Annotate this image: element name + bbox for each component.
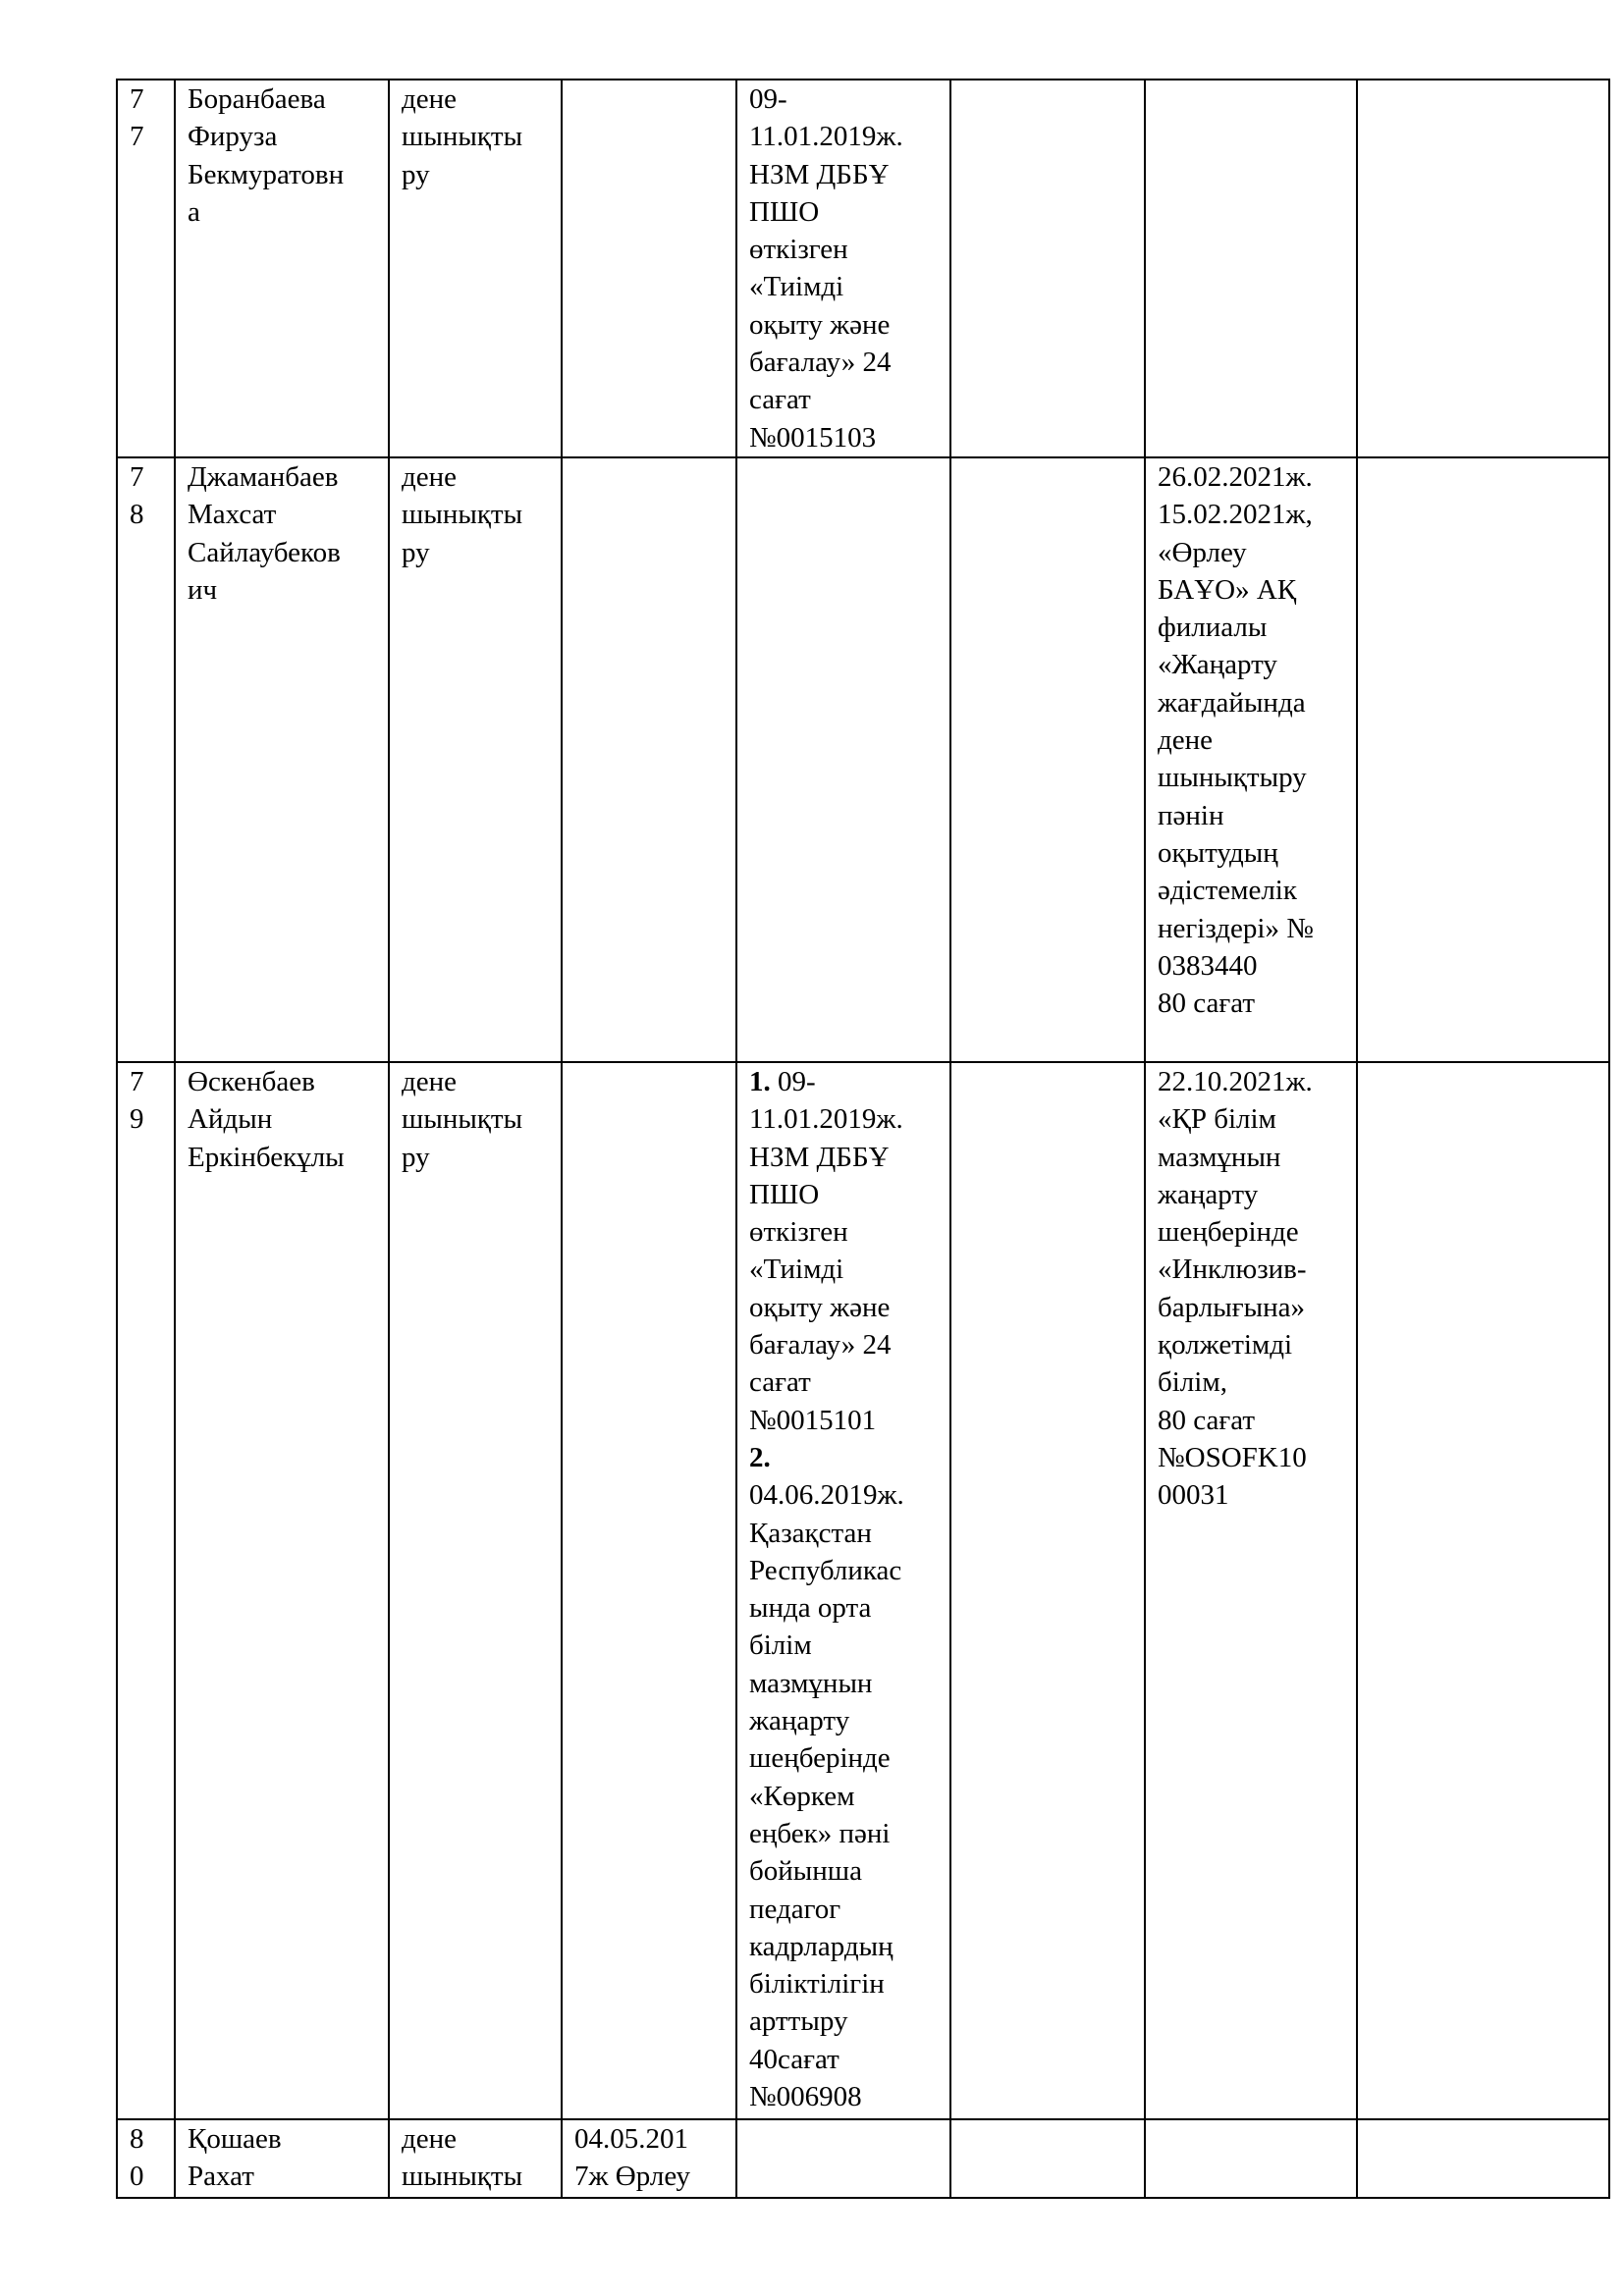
item-marker: 1. [749,1065,771,1097]
row-number-cell [117,457,175,1062]
table-row [117,1062,1609,2119]
course-cell-col7 [1145,80,1357,457]
row-number-cell [117,2119,175,2198]
item-marker: 2. [749,1441,771,1473]
subject-cell [389,457,562,1062]
course-cell-col4 [562,1062,736,2119]
course-line: жаңарту [749,1705,850,1737]
course-line: 11.01.2019ж. [749,121,903,153]
course-line: арттыру [749,2005,848,2038]
course-cell-col8 [1357,457,1609,1062]
subject-line: ру [402,1141,430,1173]
course-line: шынықтыру [1158,762,1307,794]
subject-line: дене [402,2122,458,2155]
subject-line: ру [402,158,430,190]
name-line: Джаманбаев [188,460,339,493]
course-cell-col6 [950,1062,1145,2119]
course-line: «Тиімді [749,1254,844,1286]
course-cell-col8 [1357,2119,1609,2198]
subject-line: дене [402,1065,458,1097]
course-line: 0383440 [1158,949,1258,982]
course-line: бағалау» 24 [749,1329,892,1362]
course-line: дене [1158,724,1214,757]
course-line: 40сағат [749,2043,839,2075]
course-line: «Тиімді [749,271,844,303]
subject-line: шынықты [402,121,523,153]
full-name-cell [175,457,389,1062]
course-line: «Жаңарту [1158,649,1277,681]
course-cell-col4 [562,2119,736,2198]
table-row [117,80,1609,457]
course-line: оқытудың [1158,836,1278,869]
course-line: білім, [1158,1366,1227,1399]
subject-line: ру [402,536,430,568]
row-number-digit: 8 [130,499,144,531]
course-cell-col5 [736,457,950,1062]
subject-cell [389,1062,562,2119]
name-line: Айдын [188,1103,273,1136]
course-line: шеңберінде [749,1742,891,1775]
course-cell-col5 [736,2119,950,2198]
course-line: «ҚР білім [1158,1103,1276,1136]
course-line: 11.01.2019ж. [749,1103,903,1136]
full-name-cell [175,1062,389,2119]
course-line-text: 09- [778,1065,816,1097]
course-line: 80 сағат [1158,1404,1256,1436]
name-line: а [188,195,200,228]
course-line: НЗМ ДББҰ [749,1141,890,1173]
course-line: өткізген [749,234,848,266]
row-number-digit: 7 [130,460,144,493]
course-line: мазмұнын [1158,1141,1281,1173]
course-line: 22.10.2021ж. [1158,1065,1313,1097]
course-line: бағалау» 24 [749,347,892,379]
course-line: мазмұнын [749,1667,873,1699]
name-line: Өскенбаев [188,1065,315,1097]
name-line: ич [188,573,218,606]
course-line: 7ж Өрлеу [574,2161,690,2193]
course-line: №OSOFK10 [1158,1441,1307,1473]
course-line: оқыту және [749,1291,891,1323]
subject-line: дене [402,83,458,115]
course-line: Қазақстан [749,1517,872,1549]
course-line: шеңберінде [1158,1216,1299,1249]
course-line: ында орта [749,1592,872,1625]
course-line: әдістемелік [1158,875,1297,907]
row-number-digit: 7 [130,1065,144,1097]
course-line: білім [749,1629,812,1662]
name-line: Рахат [188,2161,254,2193]
row-number-digit: 8 [130,2122,144,2155]
course-line: 00031 [1158,1479,1229,1512]
course-line: №0015101 [749,1404,877,1436]
subject-line: шынықты [402,1103,523,1136]
course-cell-col8 [1357,1062,1609,2119]
course-line: 15.02.2021ж, [1158,499,1313,531]
subject-line: шынықты [402,499,523,531]
course-line: №006908 [749,2080,862,2112]
course-line: 09- [749,83,787,115]
course-line: «Өрлеу [1158,536,1247,568]
course-line: ПШО [749,1178,820,1210]
subject-line: дене [402,460,458,493]
course-line: «Көркем [749,1780,855,1812]
row-number-digit: 0 [130,2161,144,2193]
course-cell-col5 [736,1062,950,2119]
course-line: барлығына» [1158,1291,1305,1323]
course-line: 04.05.201 [574,2122,688,2155]
course-cell-col7 [1145,1062,1357,2119]
subject-cell [389,80,562,457]
course-line: жаңарту [1158,1178,1259,1210]
course-line: өткізген [749,1216,848,1249]
course-cell-col6 [950,2119,1145,2198]
course-line: еңбек» пәні [749,1817,891,1849]
course-line: оқыту және [749,308,891,341]
course-line: сағат [749,1366,811,1399]
row-number-digit: 7 [130,121,144,153]
course-line: пәнін [1158,799,1224,831]
course-cell-col6 [950,457,1145,1062]
course-line: педагог [749,1893,841,1925]
table-row [117,457,1609,1062]
course-line: БАҰО» АҚ [1158,573,1297,606]
course-line: жағдайында [1158,686,1306,719]
course-cell-col8 [1357,80,1609,457]
course-cell-col7 [1145,457,1357,1062]
row-number-cell [117,1062,175,2119]
full-name-cell [175,2119,389,2198]
course-line: 26.02.2021ж. [1158,460,1313,493]
course-line: «Инклюзив- [1158,1254,1307,1286]
course-line: біліктілігін [749,1968,885,2001]
full-name-cell [175,80,389,457]
course-line: 04.06.2019ж. [749,1479,904,1512]
row-number-digit: 9 [130,1103,144,1136]
course-line: кадрлардың [749,1930,893,1962]
subject-cell [389,2119,562,2198]
subject-line: шынықты [402,2161,523,2193]
name-line: Бекмуратовн [188,158,345,190]
course-line: негіздері» № [1158,912,1314,944]
course-cell-col6 [950,80,1145,457]
name-line: Боранбаева [188,83,326,115]
personnel-training-table [116,79,1610,2199]
row-number-digit: 7 [130,83,144,115]
name-line: Еркінбекұлы [188,1141,345,1173]
course-cell-col4 [562,457,736,1062]
course-line: НЗМ ДББҰ [749,158,890,190]
course-line [749,1063,942,1100]
course-line: 80 сағат [1158,988,1256,1020]
name-line: Қошаев [188,2122,282,2155]
course-line: қолжетімді [1158,1329,1293,1362]
course-cell-col7 [1145,2119,1357,2198]
name-line: Фируза [188,121,278,153]
row-number-cell [117,80,175,457]
course-line: ПШО [749,195,820,228]
table-row [117,2119,1609,2198]
course-line: бойынша [749,1855,862,1888]
course-line: филиалы [1158,612,1268,644]
course-cell-col4 [562,80,736,457]
name-line: Сайлаубеков [188,536,341,568]
course-line: сағат [749,384,811,416]
item-marker-line [749,1439,942,1476]
course-line: Республикас [749,1554,902,1586]
course-cell-col5 [736,80,950,457]
name-line: Махсат [188,499,277,531]
course-line: №0015103 [749,421,877,454]
